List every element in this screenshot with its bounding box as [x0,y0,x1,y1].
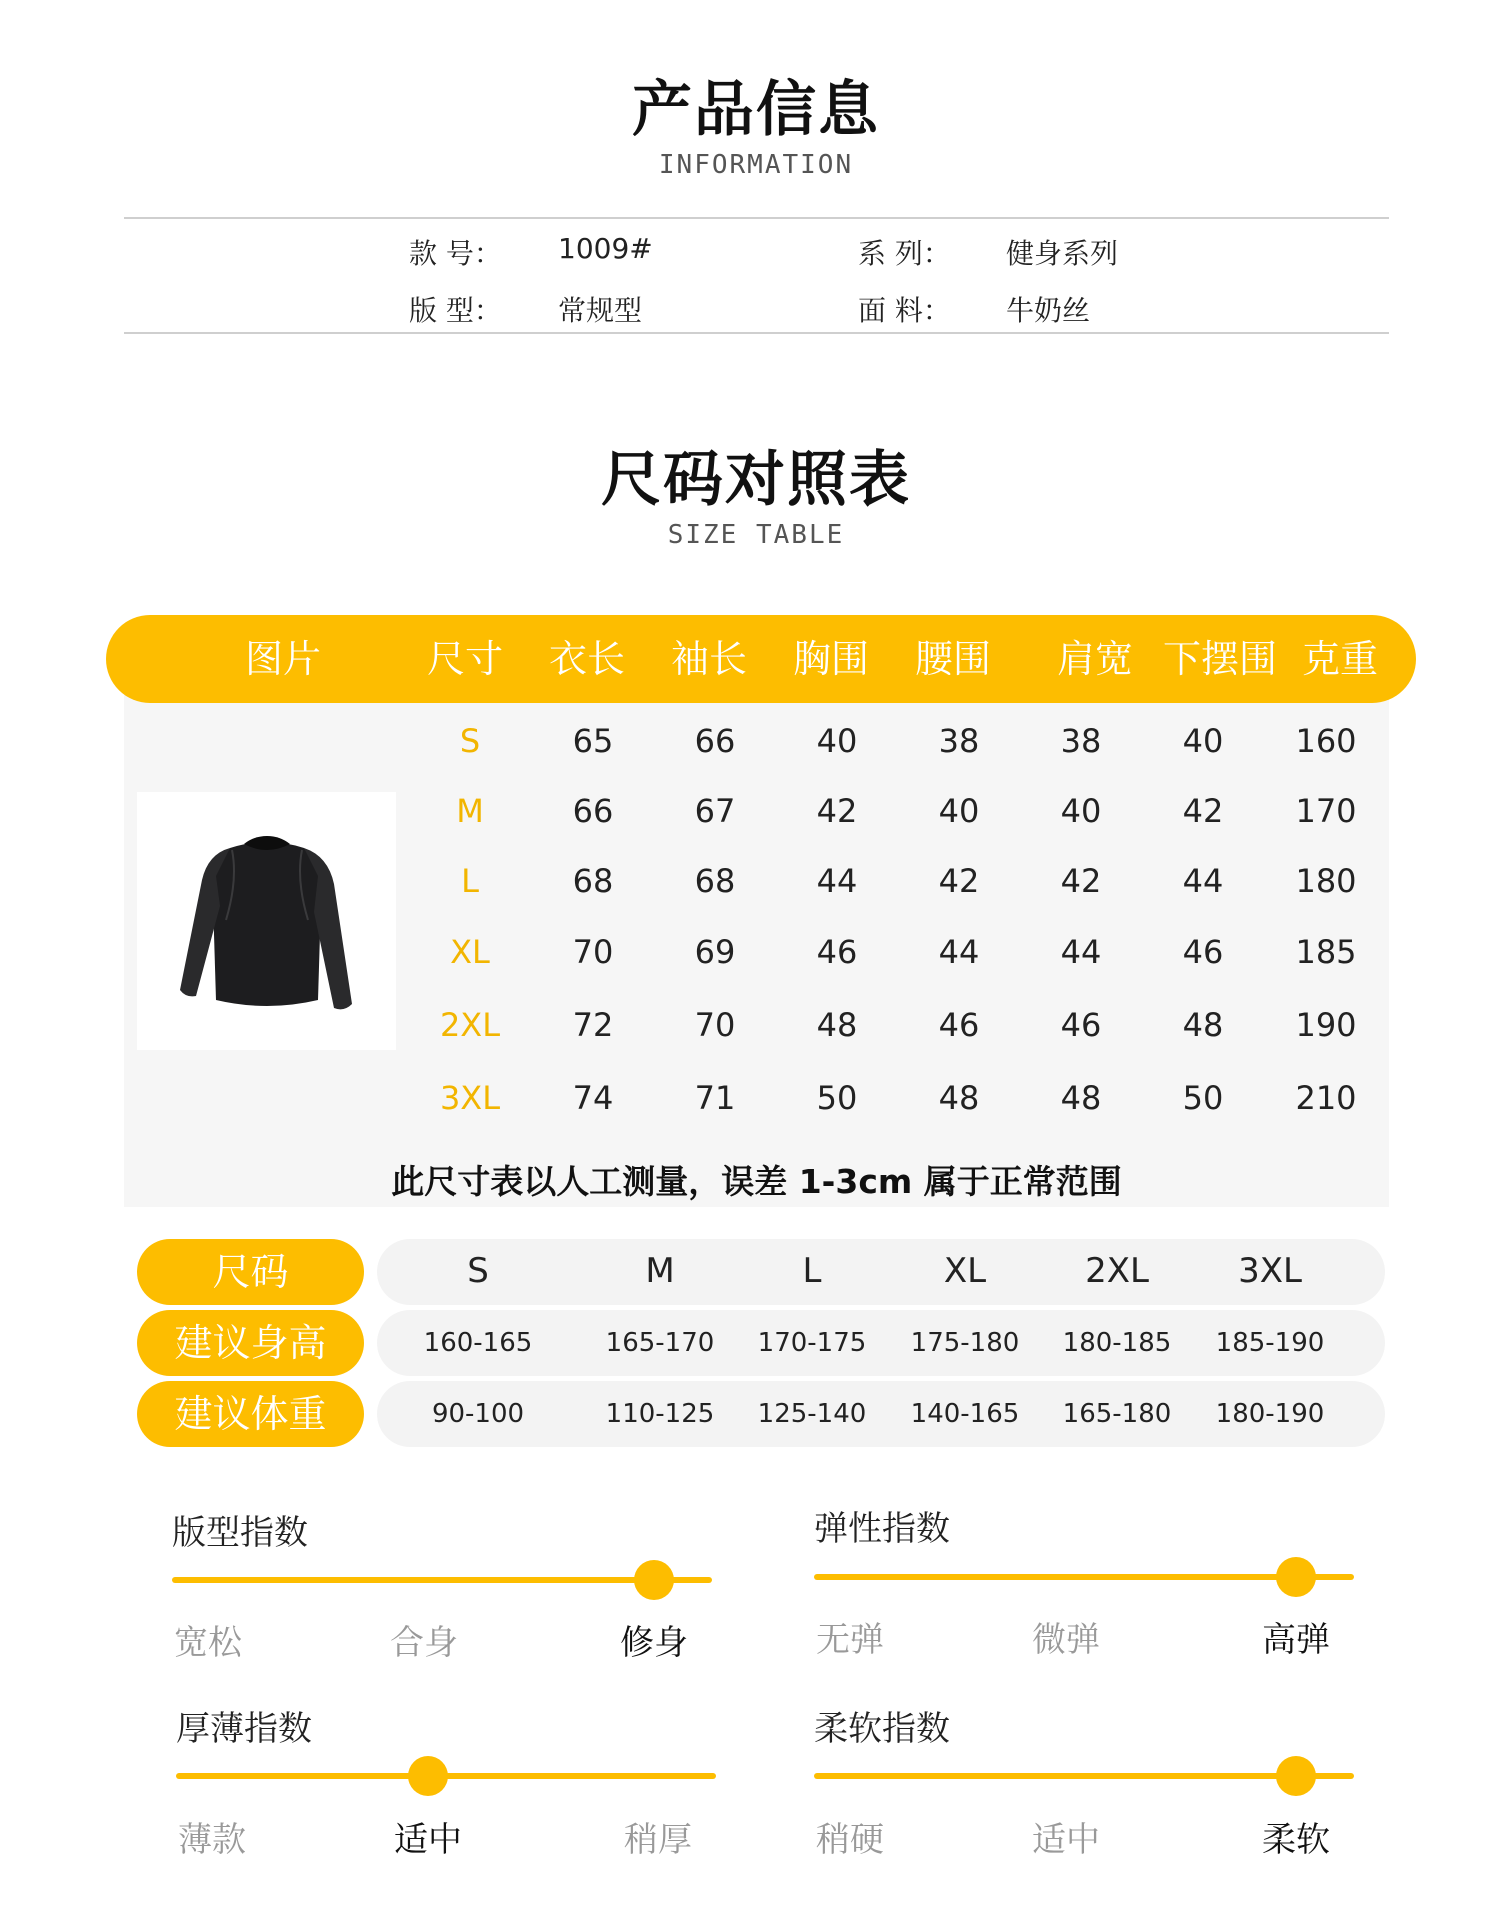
divider-bottom [124,332,1389,334]
recommend-cell: 3XL [1238,1251,1302,1291]
size-cell-value: 42 [816,792,858,830]
header-waist: 腰围 [914,637,991,681]
size-cell-value: 42 [1060,862,1102,900]
index-option-label: 稍硬 [816,1820,884,1860]
size-cell-value: 42 [1182,792,1224,830]
size-cell-value: 70 [694,1006,736,1044]
recommend-cell: 180-190 [1215,1399,1325,1429]
size-cell-value: 46 [1182,933,1224,971]
size-cell-value: 185 [1295,933,1357,971]
recommend-cell: 165-180 [1062,1399,1172,1429]
shirt-image [172,820,362,1020]
index-title: 柔软指数 [814,1709,950,1749]
index-option-label: 无弹 [816,1620,884,1660]
size-cell-value: 42 [938,862,980,900]
recommend-cell: 125-140 [757,1399,867,1429]
size-cell-value: 180 [1295,862,1357,900]
recommend-cell: 90-100 [431,1399,525,1429]
index-slider-knob[interactable] [634,1560,674,1600]
header-weight: 克重 [1301,637,1378,681]
size-cell-value: 44 [938,933,980,971]
recommend-cell: 175-180 [910,1328,1020,1358]
size-cell-value: 72 [572,1006,614,1044]
index-option-label: 稍厚 [624,1820,692,1860]
index-slider-track [814,1574,1354,1580]
size-cell-value: 44 [816,862,858,900]
field-value-series: 健身系列 [1006,237,1119,270]
field-label-fit: 版 型： [409,294,502,327]
size-cell-value: 70 [572,933,614,971]
size-cell-value: 50 [1182,1079,1224,1117]
size-cell-value: 170 [1295,792,1357,830]
index-option-label: 宽松 [174,1623,242,1663]
size-cell-label: L [461,862,479,900]
size-cell-value: 46 [816,933,858,971]
size-cell-value: 68 [694,862,736,900]
recommend-row-label: 建议体重 [137,1381,364,1447]
recommend-cell: 180-185 [1062,1328,1172,1358]
recommend-cell: 140-165 [910,1399,1020,1429]
field-value-fit: 常规型 [558,294,643,327]
header-shoulder: 肩宽 [1056,637,1133,681]
header-length: 衣长 [548,637,625,681]
size-cell-value: 48 [1060,1079,1102,1117]
size-cell-value: 69 [694,933,736,971]
size-cell-value: 46 [1060,1006,1102,1044]
size-table-title: 尺码对照表 [601,445,911,515]
field-label-fabric: 面 料： [858,294,951,327]
header-hem: 下摆围 [1162,637,1277,681]
recommend-cell: 160-165 [423,1328,533,1358]
product-info-subtitle: INFORMATION [658,150,854,180]
size-cell-value: 40 [1060,792,1102,830]
size-cell-value: 66 [694,722,736,760]
index-option-label: 薄款 [178,1820,246,1860]
index-option-label: 柔软 [1262,1820,1330,1860]
size-cell-value: 40 [938,792,980,830]
size-cell-value: 68 [572,862,614,900]
index-option-label: 适中 [394,1820,462,1860]
size-cell-value: 48 [1182,1006,1224,1044]
size-cell-value: 74 [572,1079,614,1117]
recommend-row-label: 尺码 [137,1239,364,1305]
size-cell-value: 210 [1295,1079,1357,1117]
recommend-cell: 110-125 [605,1399,715,1429]
recommend-cell: 185-190 [1215,1328,1325,1358]
field-label-style-no: 款 号： [409,237,502,270]
index-title: 版型指数 [172,1513,308,1553]
index-slider-knob[interactable] [1276,1557,1316,1597]
field-value-fabric: 牛奶丝 [1006,294,1091,327]
size-cell-value: 71 [694,1079,736,1117]
size-cell-value: 40 [1182,722,1224,760]
index-option-label: 微弹 [1032,1620,1100,1660]
size-cell-value: 38 [1060,722,1102,760]
size-note: 此尺寸表以人工测量，误差 1-3cm 属于正常范围 [391,1162,1122,1201]
size-cell-value: 190 [1295,1006,1357,1044]
size-cell-value: 66 [572,792,614,830]
size-cell-value: 160 [1295,722,1357,760]
size-cell-value: 48 [816,1006,858,1044]
size-cell-value: 40 [816,722,858,760]
field-label-series: 系 列： [858,237,951,270]
recommend-row-label: 建议身高 [137,1310,364,1376]
size-cell-value: 65 [572,722,614,760]
recommend-cell: S [467,1251,489,1291]
index-option-label: 适中 [1032,1820,1100,1860]
size-cell-value: 44 [1060,933,1102,971]
index-option-label: 高弹 [1262,1620,1330,1660]
size-table-subtitle: SIZE TABLE [667,520,845,550]
size-cell-label: 2XL [439,1006,501,1044]
size-cell-label: S [459,722,481,760]
header-chest: 胸围 [792,637,869,681]
index-slider-knob[interactable] [1276,1756,1316,1796]
header-sleeve: 袖长 [670,637,747,681]
size-cell-value: 67 [694,792,736,830]
index-option-label: 修身 [620,1623,688,1663]
header-photo: 图片 [244,637,321,681]
size-cell-value: 50 [816,1079,858,1117]
index-slider-track [814,1773,1354,1779]
size-cell-value: 44 [1182,862,1224,900]
recommend-cell: 2XL [1085,1251,1149,1291]
size-cell-label: M [456,792,484,830]
index-slider-knob[interactable] [408,1756,448,1796]
size-cell-value: 48 [938,1079,980,1117]
index-slider-track [172,1577,712,1583]
recommend-cell: 170-175 [757,1328,867,1358]
product-info-title: 产品信息 [632,75,880,145]
recommend-cell: L [802,1251,822,1291]
size-cell-label: XL [450,933,490,971]
index-title: 弹性指数 [814,1509,950,1549]
size-cell-value: 38 [938,722,980,760]
recommend-cell: XL [943,1251,987,1291]
recommend-cell: 165-170 [605,1328,715,1358]
size-cell-value: 46 [938,1006,980,1044]
index-title: 厚薄指数 [176,1709,312,1749]
field-value-style-no: 1009# [558,232,653,265]
header-size: 尺寸 [426,637,503,681]
recommend-cell: M [645,1251,675,1291]
divider-top [124,217,1389,219]
index-option-label: 合身 [390,1623,458,1663]
size-cell-label: 3XL [439,1079,501,1117]
